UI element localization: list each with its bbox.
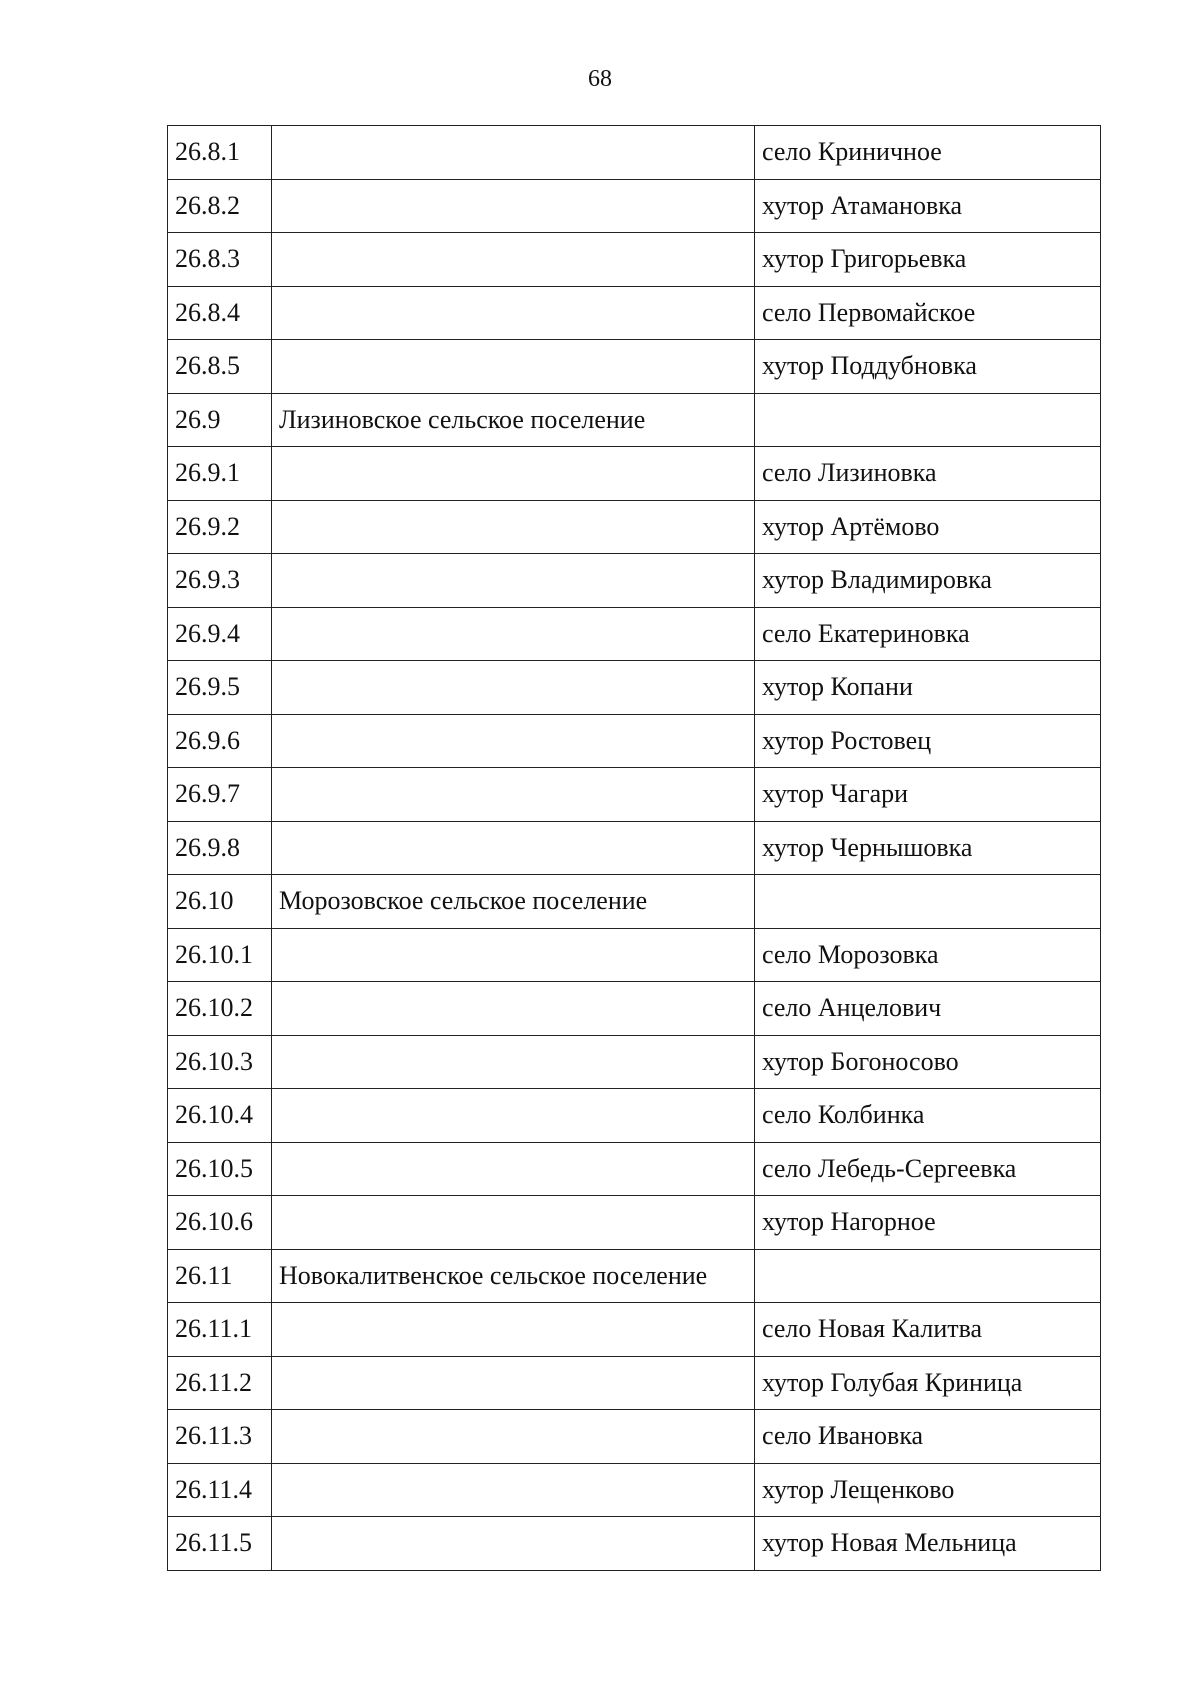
table-row <box>168 447 1101 501</box>
row-locality: хутор Поддубновка <box>755 340 1101 394</box>
table-row <box>168 1249 1101 1303</box>
row-locality: село Криничное <box>755 126 1101 180</box>
row-settlement <box>272 1410 755 1464</box>
row-locality: село Ивановка <box>755 1410 1101 1464</box>
row-code: 26.11.1 <box>168 1303 272 1357</box>
row-settlement <box>272 447 755 501</box>
table-row <box>168 1035 1101 1089</box>
row-locality: село Колбинка <box>755 1089 1101 1143</box>
table-row <box>168 661 1101 715</box>
row-code: 26.10.6 <box>168 1196 272 1250</box>
row-settlement <box>272 714 755 768</box>
table-row <box>168 1142 1101 1196</box>
row-code: 26.8.2 <box>168 179 272 233</box>
row-locality: хутор Копани <box>755 661 1101 715</box>
row-code: 26.9.6 <box>168 714 272 768</box>
table-row <box>168 340 1101 394</box>
table-row <box>168 1089 1101 1143</box>
row-settlement <box>272 554 755 608</box>
row-code: 26.9.7 <box>168 768 272 822</box>
table-row <box>168 126 1101 180</box>
row-code: 26.9.1 <box>168 447 272 501</box>
row-settlement <box>272 286 755 340</box>
row-code: 26.8.3 <box>168 233 272 287</box>
row-code: 26.10.3 <box>168 1035 272 1089</box>
row-code: 26.10.2 <box>168 982 272 1036</box>
row-code: 26.11.2 <box>168 1356 272 1410</box>
row-settlement <box>272 821 755 875</box>
row-code: 26.10 <box>168 875 272 929</box>
row-locality: хутор Атамановка <box>755 179 1101 233</box>
row-code: 26.10.5 <box>168 1142 272 1196</box>
row-settlement <box>272 179 755 233</box>
table-row <box>168 768 1101 822</box>
row-locality: село Первомайское <box>755 286 1101 340</box>
table-row <box>168 393 1101 447</box>
settlements-table <box>167 125 1101 1571</box>
table-body <box>168 126 1101 1571</box>
table-row <box>168 1463 1101 1517</box>
table-row <box>168 714 1101 768</box>
row-settlement <box>272 607 755 661</box>
row-settlement: Морозовское сельское поселение <box>272 875 755 929</box>
row-code: 26.11.3 <box>168 1410 272 1464</box>
row-settlement <box>272 1463 755 1517</box>
row-code: 26.9.3 <box>168 554 272 608</box>
row-locality: село Анцелович <box>755 982 1101 1036</box>
row-locality: хутор Богоносово <box>755 1035 1101 1089</box>
row-code: 26.11 <box>168 1249 272 1303</box>
row-locality <box>755 875 1101 929</box>
row-settlement <box>272 982 755 1036</box>
row-locality: село Новая Калитва <box>755 1303 1101 1357</box>
row-settlement <box>272 661 755 715</box>
row-settlement <box>272 500 755 554</box>
row-settlement <box>272 126 755 180</box>
row-code: 26.10.1 <box>168 928 272 982</box>
row-locality: хутор Владимировка <box>755 554 1101 608</box>
table-row <box>168 1517 1101 1571</box>
row-settlement <box>272 1517 755 1571</box>
page-number: 68 <box>588 66 612 92</box>
row-code: 26.9.4 <box>168 607 272 661</box>
row-locality: хутор Григорьевка <box>755 233 1101 287</box>
row-settlement <box>272 1196 755 1250</box>
row-settlement <box>272 1089 755 1143</box>
table-row <box>168 1356 1101 1410</box>
row-code: 26.9.5 <box>168 661 272 715</box>
row-code: 26.8.1 <box>168 126 272 180</box>
table-row <box>168 982 1101 1036</box>
row-code: 26.8.5 <box>168 340 272 394</box>
row-settlement <box>272 233 755 287</box>
row-locality: хутор Голубая Криница <box>755 1356 1101 1410</box>
row-locality: хутор Ростовец <box>755 714 1101 768</box>
row-locality <box>755 393 1101 447</box>
table-row <box>168 233 1101 287</box>
table-row <box>168 554 1101 608</box>
row-code: 26.9 <box>168 393 272 447</box>
table-row <box>168 821 1101 875</box>
row-locality: хутор Чернышовка <box>755 821 1101 875</box>
row-locality: хутор Лещенково <box>755 1463 1101 1517</box>
row-code: 26.8.4 <box>168 286 272 340</box>
row-settlement <box>272 1303 755 1357</box>
row-code: 26.11.4 <box>168 1463 272 1517</box>
table-row <box>168 1303 1101 1357</box>
row-locality: хутор Чагари <box>755 768 1101 822</box>
row-settlement: Лизиновское сельское поселение <box>272 393 755 447</box>
row-locality: хутор Нагорное <box>755 1196 1101 1250</box>
row-code: 26.10.4 <box>168 1089 272 1143</box>
row-code: 26.11.5 <box>168 1517 272 1571</box>
row-locality: хутор Новая Мельница <box>755 1517 1101 1571</box>
row-locality: село Лебедь-Сергеевка <box>755 1142 1101 1196</box>
row-locality: село Екатериновка <box>755 607 1101 661</box>
table-row <box>168 179 1101 233</box>
row-locality: хутор Артёмово <box>755 500 1101 554</box>
row-code: 26.9.2 <box>168 500 272 554</box>
table-row <box>168 928 1101 982</box>
row-settlement <box>272 768 755 822</box>
row-settlement <box>272 1142 755 1196</box>
table-row <box>168 607 1101 661</box>
table-row <box>168 1196 1101 1250</box>
row-settlement: Новокалитвенское сельское поселение <box>272 1249 755 1303</box>
table-row <box>168 1410 1101 1464</box>
row-locality <box>755 1249 1101 1303</box>
table-row <box>168 286 1101 340</box>
table-row <box>168 875 1101 929</box>
table-row <box>168 500 1101 554</box>
row-settlement <box>272 1035 755 1089</box>
row-locality: село Лизиновка <box>755 447 1101 501</box>
row-code: 26.9.8 <box>168 821 272 875</box>
row-settlement <box>272 340 755 394</box>
row-settlement <box>272 928 755 982</box>
row-settlement <box>272 1356 755 1410</box>
row-locality: село Морозовка <box>755 928 1101 982</box>
